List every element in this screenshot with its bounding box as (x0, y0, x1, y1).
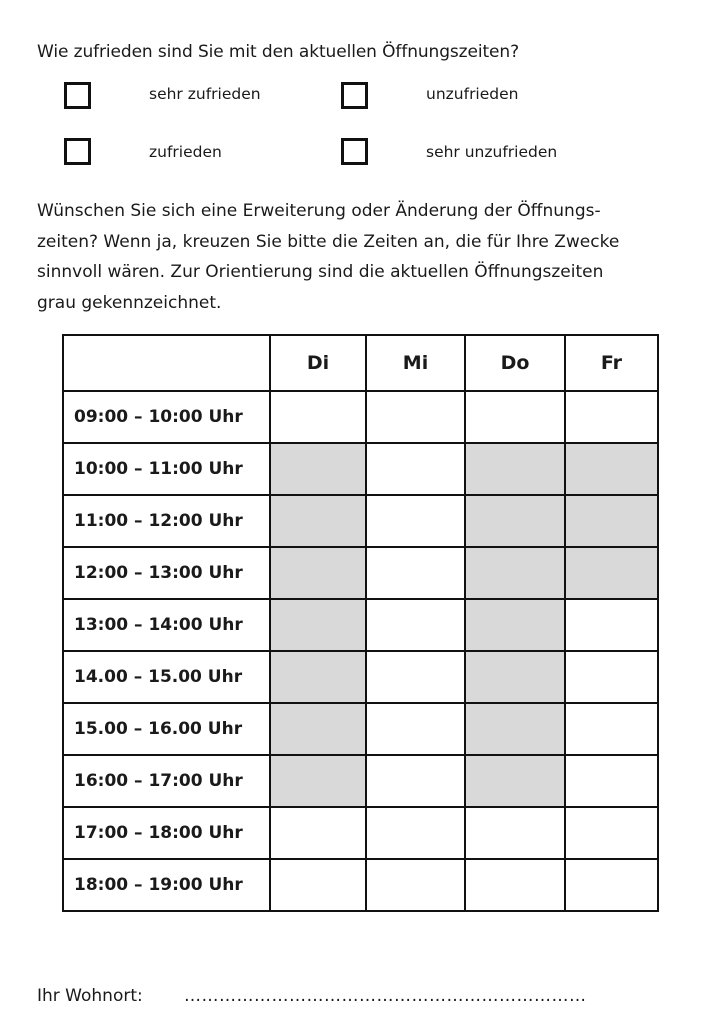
time-slot-cell-fr[interactable] (565, 859, 658, 911)
time-slot-cell-fr[interactable] (565, 703, 658, 755)
residence-input-line[interactable]: …………………………………………………………… (184, 986, 587, 1006)
time-slot-cell-di[interactable] (270, 495, 366, 547)
time-slot-cell-mi[interactable] (366, 391, 465, 443)
checkbox-sehr-unzufrieden[interactable] (341, 138, 368, 165)
time-slot-cell-do[interactable] (465, 807, 565, 859)
header-day-fr: Fr (565, 335, 658, 391)
time-slot-label: 18:00 – 19:00 Uhr (63, 859, 270, 911)
table-row (63, 495, 658, 547)
time-slot-cell-di[interactable] (270, 651, 366, 703)
paragraph-line: Wünschen Sie sich eine Erweiterung oder Änderung der Öffnungs- (37, 201, 601, 221)
time-slot-cell-do[interactable] (465, 495, 565, 547)
time-slot-cell-di[interactable] (270, 755, 366, 807)
time-slot-cell-fr[interactable] (565, 651, 658, 703)
time-slot-cell-do[interactable] (465, 599, 565, 651)
time-slot-cell-fr[interactable] (565, 807, 658, 859)
time-slot-cell-do[interactable] (465, 547, 565, 599)
time-slot-cell-do[interactable] (465, 443, 565, 495)
time-slot-cell-fr[interactable] (565, 391, 658, 443)
time-slot-cell-mi[interactable] (366, 495, 465, 547)
time-slot-cell-mi[interactable] (366, 547, 465, 599)
table-row (63, 755, 658, 807)
time-slot-cell-mi[interactable] (366, 703, 465, 755)
time-slot-cell-do[interactable] (465, 755, 565, 807)
time-slot-cell-di[interactable] (270, 391, 366, 443)
time-slot-cell-fr[interactable] (565, 755, 658, 807)
satisfaction-question: Wie zufrieden sind Sie mit den aktuellen Öffnungszeiten? (37, 42, 520, 62)
time-slot-cell-di[interactable] (270, 703, 366, 755)
header-day-mi: Mi (366, 335, 465, 391)
time-slot-cell-mi[interactable] (366, 859, 465, 911)
option-label-zufrieden: zufrieden (149, 143, 222, 161)
time-slot-label: 10:00 – 11:00 Uhr (63, 443, 270, 495)
time-slot-cell-fr[interactable] (565, 495, 658, 547)
time-slot-cell-fr[interactable] (565, 443, 658, 495)
extension-paragraph (37, 196, 677, 318)
table-body (63, 391, 658, 911)
time-slot-label: 09:00 – 10:00 Uhr (63, 391, 270, 443)
table-row (63, 547, 658, 599)
time-slot-cell-do[interactable] (465, 651, 565, 703)
time-slot-cell-fr[interactable] (565, 599, 658, 651)
table-row (63, 807, 658, 859)
time-slot-label: 14.00 – 15.00 Uhr (63, 651, 270, 703)
checkbox-unzufrieden[interactable] (341, 82, 368, 109)
table-row (63, 391, 658, 443)
header-day-di: Di (270, 335, 366, 391)
table-header-row (63, 335, 658, 391)
time-slot-cell-mi[interactable] (366, 599, 465, 651)
checkbox-sehr-zufrieden[interactable] (64, 82, 91, 109)
time-slot-cell-di[interactable] (270, 547, 366, 599)
time-slot-cell-mi[interactable] (366, 755, 465, 807)
table-row (63, 859, 658, 911)
time-slot-label: 13:00 – 14:00 Uhr (63, 599, 270, 651)
table-row (63, 599, 658, 651)
table-row (63, 651, 658, 703)
time-slot-cell-di[interactable] (270, 443, 366, 495)
time-slot-label: 16:00 – 17:00 Uhr (63, 755, 270, 807)
table-row (63, 703, 658, 755)
checkbox-zufrieden[interactable] (64, 138, 91, 165)
time-slot-cell-mi[interactable] (366, 651, 465, 703)
time-slot-label: 15.00 – 16.00 Uhr (63, 703, 270, 755)
time-slot-cell-mi[interactable] (366, 443, 465, 495)
time-slot-label: 17:00 – 18:00 Uhr (63, 807, 270, 859)
option-label-sehr-zufrieden: sehr zufrieden (149, 85, 261, 103)
time-slot-cell-do[interactable] (465, 391, 565, 443)
time-slot-cell-di[interactable] (270, 599, 366, 651)
option-label-sehr-unzufrieden: sehr unzufrieden (426, 143, 558, 161)
time-slot-cell-fr[interactable] (565, 547, 658, 599)
opening-hours-table (62, 334, 659, 912)
time-slot-cell-mi[interactable] (366, 807, 465, 859)
residence-label: Ihr Wohnort: (37, 986, 143, 1006)
table-row (63, 443, 658, 495)
paragraph-line: grau gekennzeichnet. (37, 292, 222, 313)
header-corner-cell (63, 335, 270, 391)
time-slot-cell-do[interactable] (465, 703, 565, 755)
header-day-do: Do (465, 335, 565, 391)
option-label-unzufrieden: unzufrieden (426, 85, 519, 103)
time-slot-cell-do[interactable] (465, 859, 565, 911)
paragraph-line: zeiten? Wenn ja, kreuzen Sie bitte die Zeiten an, die für Ihre Zwecke (37, 231, 620, 252)
time-slot-cell-di[interactable] (270, 807, 366, 859)
paragraph-line: sinnvoll wären. Zur Orientierung sind die aktuellen Öffnungszeiten (37, 262, 604, 282)
time-slot-label: 11:00 – 12:00 Uhr (63, 495, 270, 547)
time-slot-label: 12:00 – 13:00 Uhr (63, 547, 270, 599)
time-slot-cell-di[interactable] (270, 859, 366, 911)
